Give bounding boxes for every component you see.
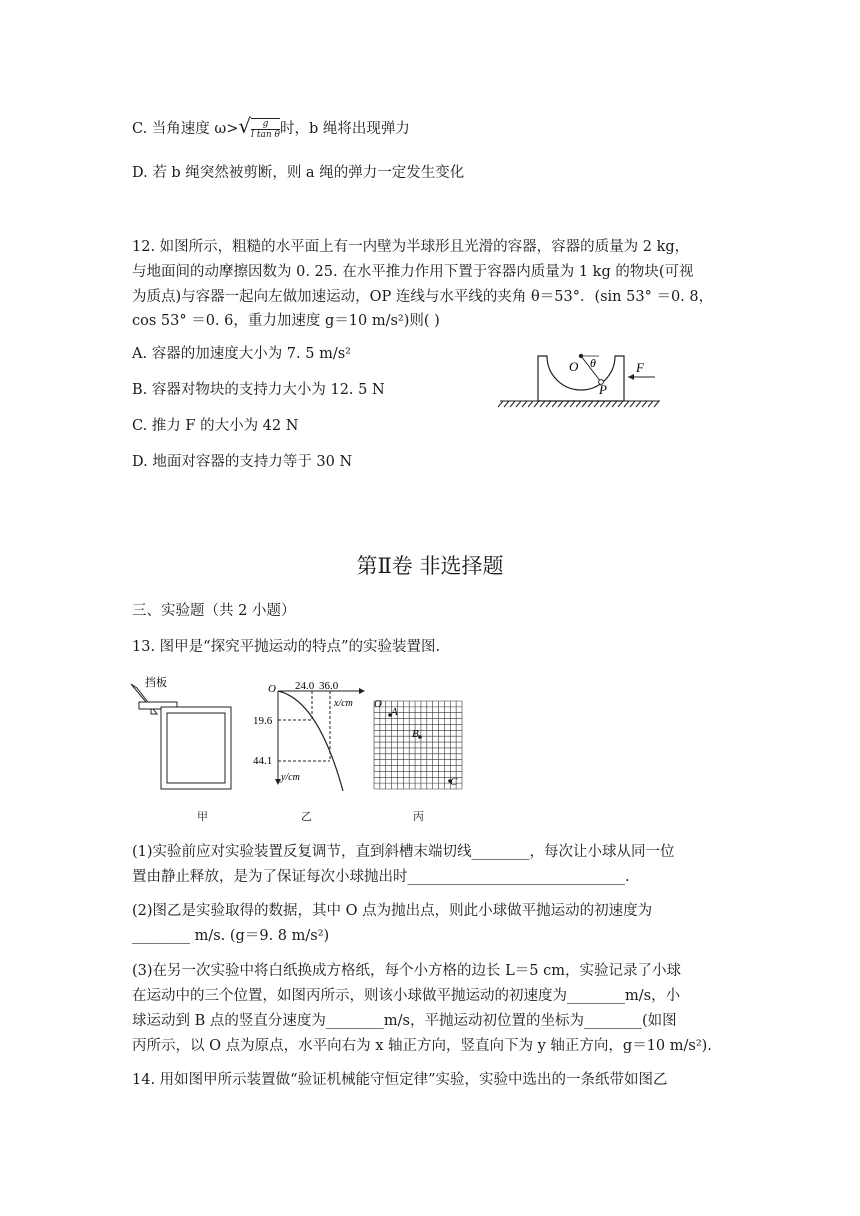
label-o: O [569, 359, 579, 374]
hatch-mark [606, 401, 611, 407]
figure-yi-trajectory [248, 678, 373, 800]
hatch-mark [522, 401, 527, 407]
q13-part-3-line-2: 在运动中的三个位置，如图丙所示，则该小球做平抛运动的初速度为________m/s，小 [132, 988, 681, 1004]
q13-part-1-line-2: 置由静止释放，是为了保证每次小球抛出时______________________________. [132, 869, 630, 885]
hatch-mark [510, 401, 515, 407]
x-tick-36: 36.0 [319, 680, 339, 692]
force-arrow-head [628, 374, 634, 380]
hatch-mark [612, 401, 617, 407]
q12-option-d: D. 地面对容器的支持力等于 30 N [132, 454, 353, 470]
hatch-mark [600, 401, 605, 407]
label-a: A [391, 706, 398, 718]
hatch-mark [594, 401, 599, 407]
ground-hatch [498, 401, 660, 407]
origin-label: O [268, 683, 276, 695]
y-tick-44-1: 44.1 [253, 755, 273, 767]
fraction-denominator: l tan θ [251, 130, 280, 140]
hatch-mark [558, 401, 563, 407]
sqrt-sign: √ [238, 114, 252, 138]
label-c: C [450, 776, 458, 788]
section-title: 第Ⅱ卷 非选择题 [356, 554, 504, 578]
hatch-mark [624, 401, 629, 407]
q14-stem: 14. 用如图甲所示装置做“验证机械能守恒定律”实验，实验中选出的一条纸带如图乙 [132, 1072, 668, 1088]
q12-stem-line-4: cos 53° ＝0. 6，重力加速度 g＝10 m/s²)则( ) [132, 313, 440, 329]
hatch-mark [642, 401, 647, 407]
hatch-mark [630, 401, 635, 407]
hatch-mark [546, 401, 551, 407]
hatch-mark [516, 401, 521, 407]
hatch-mark [564, 401, 569, 407]
label-f: F [636, 360, 644, 375]
fraction-numerator: g [251, 119, 280, 130]
x-axis-label: x/cm [334, 698, 353, 709]
hatch-mark [552, 401, 557, 407]
q12-stem-line-3: 为质点)与容器一起向左做加速运动，OP 连线与水平线的夹角 θ＝53°．(sin 53° ＝0. 8， [132, 289, 714, 305]
label-baffle: 挡板 [145, 677, 167, 689]
q12-option-c: C. 推力 F 的大小为 42 N [132, 418, 299, 434]
q13-part-3-line-3: 球运动到 B 点的竖直分速度为________m/s，平抛运动初位置的坐标为________(如图 [132, 1013, 677, 1029]
caption-jia: 甲 [197, 810, 208, 823]
hatch-mark [576, 401, 581, 407]
hatch-mark [504, 401, 509, 407]
hatch-mark [636, 401, 641, 407]
q11-option-c-suffix: 时，b 绳将出现弹力 [279, 121, 410, 137]
figure-bing-grid [368, 695, 468, 795]
container-body [538, 356, 624, 401]
q13-part-3-line-1: (3)在另一次实验中将白纸换成方格纸，每个小方格的边长 L＝5 cm，实验记录了小球 [132, 963, 681, 979]
hatch-mark [654, 401, 659, 407]
hatch-mark [582, 401, 587, 407]
origin-label: O [374, 698, 382, 710]
hatch-mark [648, 401, 653, 407]
hatch-mark [540, 401, 545, 407]
hatch-mark [588, 401, 593, 407]
q11-option-c-prefix: C. 当角速度 ω> [132, 121, 239, 137]
q13-stem: 13. 图甲是“探究平抛运动的特点”的实验装置图. [132, 639, 441, 655]
hatch-mark [534, 401, 539, 407]
q11-option-c [132, 116, 410, 140]
figure-jia-apparatus [125, 672, 240, 797]
hatch-mark [618, 401, 623, 407]
q13-part-1-line-1: (1)实验前应对实验装置反复调节，直到斜槽末端切线________，每次让小球从同一位 [132, 844, 675, 860]
center-point [579, 354, 583, 358]
point-b [418, 735, 422, 739]
q13-part-3-line-4: 丙所示，以 O 点为原点，水平向右为 x 轴正方向，竖直向下为 y 轴正方向，g＝10 m/s²). [132, 1038, 712, 1054]
section-3-heading: 三、实验题（共 2 小题） [132, 603, 296, 619]
y-axis-label: y/cm [281, 772, 300, 783]
q12-stem-line-1: 12. 如图所示，粗糙的水平面上有一内壁为半球形且光滑的容器，容器的质量为 2 kg， [132, 239, 690, 255]
x-axis-arrow [359, 688, 365, 694]
q12-option-b: B. 容器对物块的支持力大小为 12. 5 N [132, 382, 385, 398]
y-tick-19-6: 19.6 [253, 715, 273, 727]
q13-part-2-line-1: (2)图乙是实验取得的数据，其中 O 点为抛出点，则此小球做平抛运动的初速度为 [132, 903, 653, 919]
label-theta: θ [590, 356, 596, 370]
caption-bing: 丙 [413, 810, 424, 823]
hatch-mark [498, 401, 503, 407]
square-grid [374, 701, 462, 789]
label-p: P [599, 382, 607, 397]
x-tick-24: 24.0 [295, 680, 315, 692]
label-b: B [412, 728, 419, 740]
q11-option-d: D. 若 b 绳突然被剪断，则 a 绳的弹力一定发生变化 [132, 165, 465, 181]
q12-option-a: A. 容器的加速度大小为 7. 5 m/s² [132, 346, 351, 362]
q12-container-figure [495, 350, 665, 410]
caption-yi: 乙 [301, 810, 312, 823]
hatch-mark [570, 401, 575, 407]
board-inner [167, 713, 225, 783]
q12-stem-line-2: 与地面间的动摩擦因数为 0. 25. 在水平推力作用下置于容器内质量为 1 kg 的物块(可视 [132, 264, 694, 280]
q11-option-c-fraction [251, 118, 280, 140]
hatch-mark [528, 401, 533, 407]
q13-part-2-line-2: ________ m/s. (g＝9. 8 m/s²) [132, 928, 330, 944]
